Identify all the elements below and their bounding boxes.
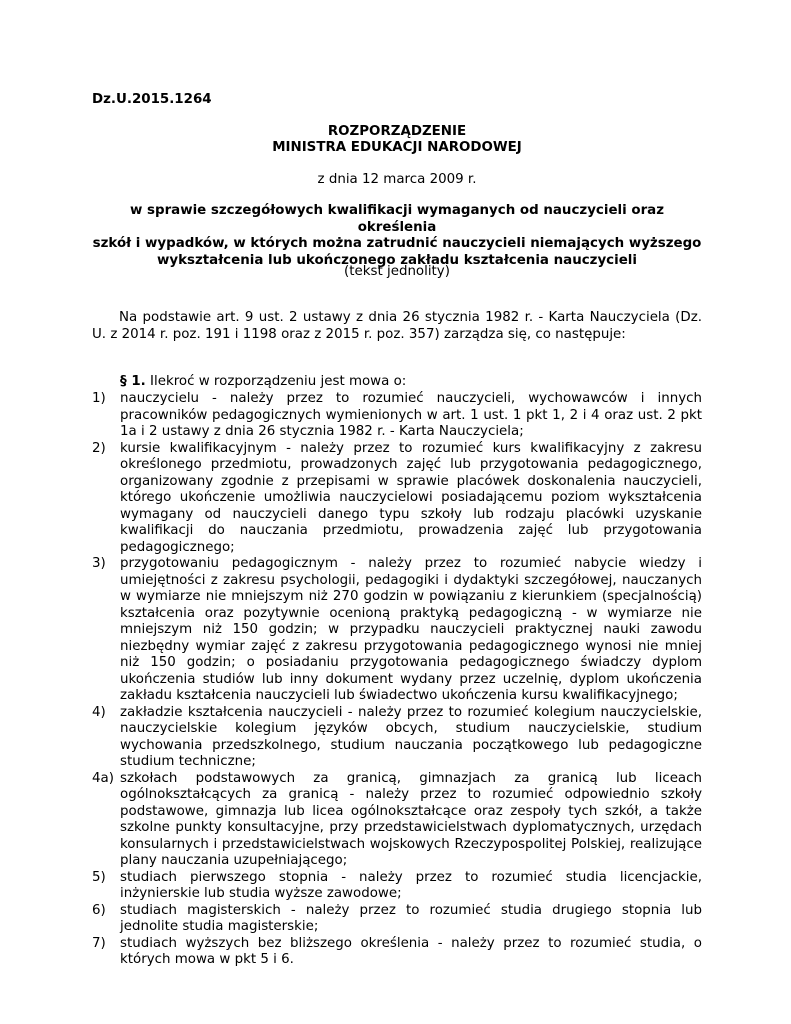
act-subject (92, 203, 702, 269)
list-item-number: 6) (92, 902, 106, 918)
list-item-text: studiach magisterskich - należy przez to rozumieć studia drugiego stopnia lub jednolite studia magisterskie; (120, 902, 702, 934)
section-intro-text: Ilekroć w rozporządzeniu jest mowa o: (150, 374, 407, 389)
list-item-number: 4) (92, 704, 106, 720)
list-item-number: 4a) (92, 770, 114, 786)
list-item (92, 903, 702, 936)
legal-basis-paragraph: Na podstawie art. 9 ust. 2 ustawy z dnia 26 stycznia 1982 r. - Karta Nauczyciela (Dz. U. z 2014 r. poz. 191 i 1198 oraz z 2015 r. poz. 357) zarządza się, co następuje: (92, 310, 702, 342)
list-item (92, 556, 702, 705)
issuing-authority-heading: MINISTRA EDUKACJI NARODOWEJ (272, 140, 522, 155)
list-item-number: 5) (92, 869, 106, 885)
list-item-text: szkołach podstawowych za granicą, gimnazjach za granicą lub liceach ogólnokształcących za granicą - należy przez to rozumieć odpowiednio szkoły podstawowe, gimnazja lub licea ogólnokształcące oraz zespoły tych szkół, a także szkolne punkty konsultacyjne, przy przedstawicielstwach dyplomatycznych, urzędach konsularnych i przedstawicielstwach wojskowych Rzeczypospolitej Polskiej, realizujące plany nauczania uzupełniającego; (120, 770, 702, 868)
list-item-number: 2) (92, 440, 106, 456)
act-type-heading: ROZPORZĄDZENIE (327, 124, 467, 139)
list-item (92, 870, 702, 903)
list-item (92, 391, 702, 441)
definitions-list (92, 391, 702, 969)
section-mark: § 1. (120, 374, 146, 389)
act-subject-line: w sprawie szczegółowych kwalifikacji wymaganych od nauczycieli oraz określenia (129, 203, 665, 235)
section-1-intro (120, 374, 406, 391)
list-item-number: 3) (92, 556, 106, 571)
list-item-text: studiach pierwszego stopnia - należy przez to rozumieć studia licencjackie, inżynierskie lub studia wyższe zawodowe; (120, 869, 702, 901)
list-item (92, 936, 702, 969)
list-item-text: studiach wyższych bez bliższego określenia - należy przez to rozumieć studia, o których mowa w pkt 5 i 6. (120, 935, 702, 967)
list-item (92, 771, 702, 870)
list-item-text: zakładzie kształcenia nauczycieli - należy przez to rozumieć kolegium nauczycielskie, nauczycielskie kolegium języków obcych, studium nauczycielskie, studium wychowania przedszkolnego, studium nauczania początkowego lub pedagogiczne studium techniczne; (120, 704, 702, 769)
list-item-text: przygotowaniu pedagogicznym - należy przez to rozumieć nabycie wiedzy i umiejętności z zakresu psychologii, pedagogiki i dydaktyki szczegółowej, nauczanych w wymiarze nie mniejszym niż 270 godzin w powiązaniu z kierunkiem (specjalnością) kształcenia oraz pozytywnie ocenioną praktyką pedagogiczną - w wymiarze nie mniejszym niż 150 godzin; w przypadku nauczycieli praktycznej nauki zawodu niezbędny wymiar zajęć z zakresu przygotowania pedagogicznego wynosi nie mniej niż 150 godzin; o posiadaniu przygotowania pedagogicznego świadczy dyplom ukończenia studiów lub inny dokument wydany przez uczelnię, dyplom ukończenia zakładu kształcenia nauczycieli lub świadectwo ukończenia kursu kwalifikacyjnego; (120, 556, 702, 703)
act-date: z dnia 12 marca 2009 r. (317, 172, 477, 187)
act-subject-line: wykształcenia lub ukończonego zakładu kształcenia nauczycieli (157, 252, 637, 268)
list-item-text: kursie kwalifikacyjnym - należy przez to rozumieć kurs kwalifikacyjny z zakresu określonego przedmiotu, prowadzonych zajęć lub przygotowania pedagogicznego, organizowany zgodnie z przepisami w sprawie placówek doskonalenia nauczycieli, którego ukończenie umożliwia nauczycielowi posiadającemu poziom wykształcenia wymagany od nauczycieli danego typu szkoły lub rodzaju placówki uzyskanie kwalifikacji do nauczania przedmiotu, prowadzenia zajęć lub przygotowania pedagogicznego; (120, 440, 702, 555)
list-item (92, 705, 702, 771)
consolidated-text-note: (tekst jednolity) (344, 264, 450, 279)
list-item-text: nauczycielu - należy przez to rozumieć nauczycieli, wychowawców i innych pracowników pedagogicznych wymienionych w art. 1 ust. 1 pkt 1, 2 i 4 oraz ust. 2 pkt 1a i 2 ustawy z dnia 26 stycznia 1982 r. - Karta Nauczyciela; (120, 391, 702, 439)
list-item-number: 7) (92, 935, 106, 951)
journal-reference: Dz.U.2015.1264 (92, 92, 212, 107)
list-item (92, 441, 702, 557)
list-item-number: 1) (92, 391, 106, 406)
act-subject-line: szkół i wypadków, w których można zatrudnić nauczycieli niemających wyższego (92, 236, 702, 251)
